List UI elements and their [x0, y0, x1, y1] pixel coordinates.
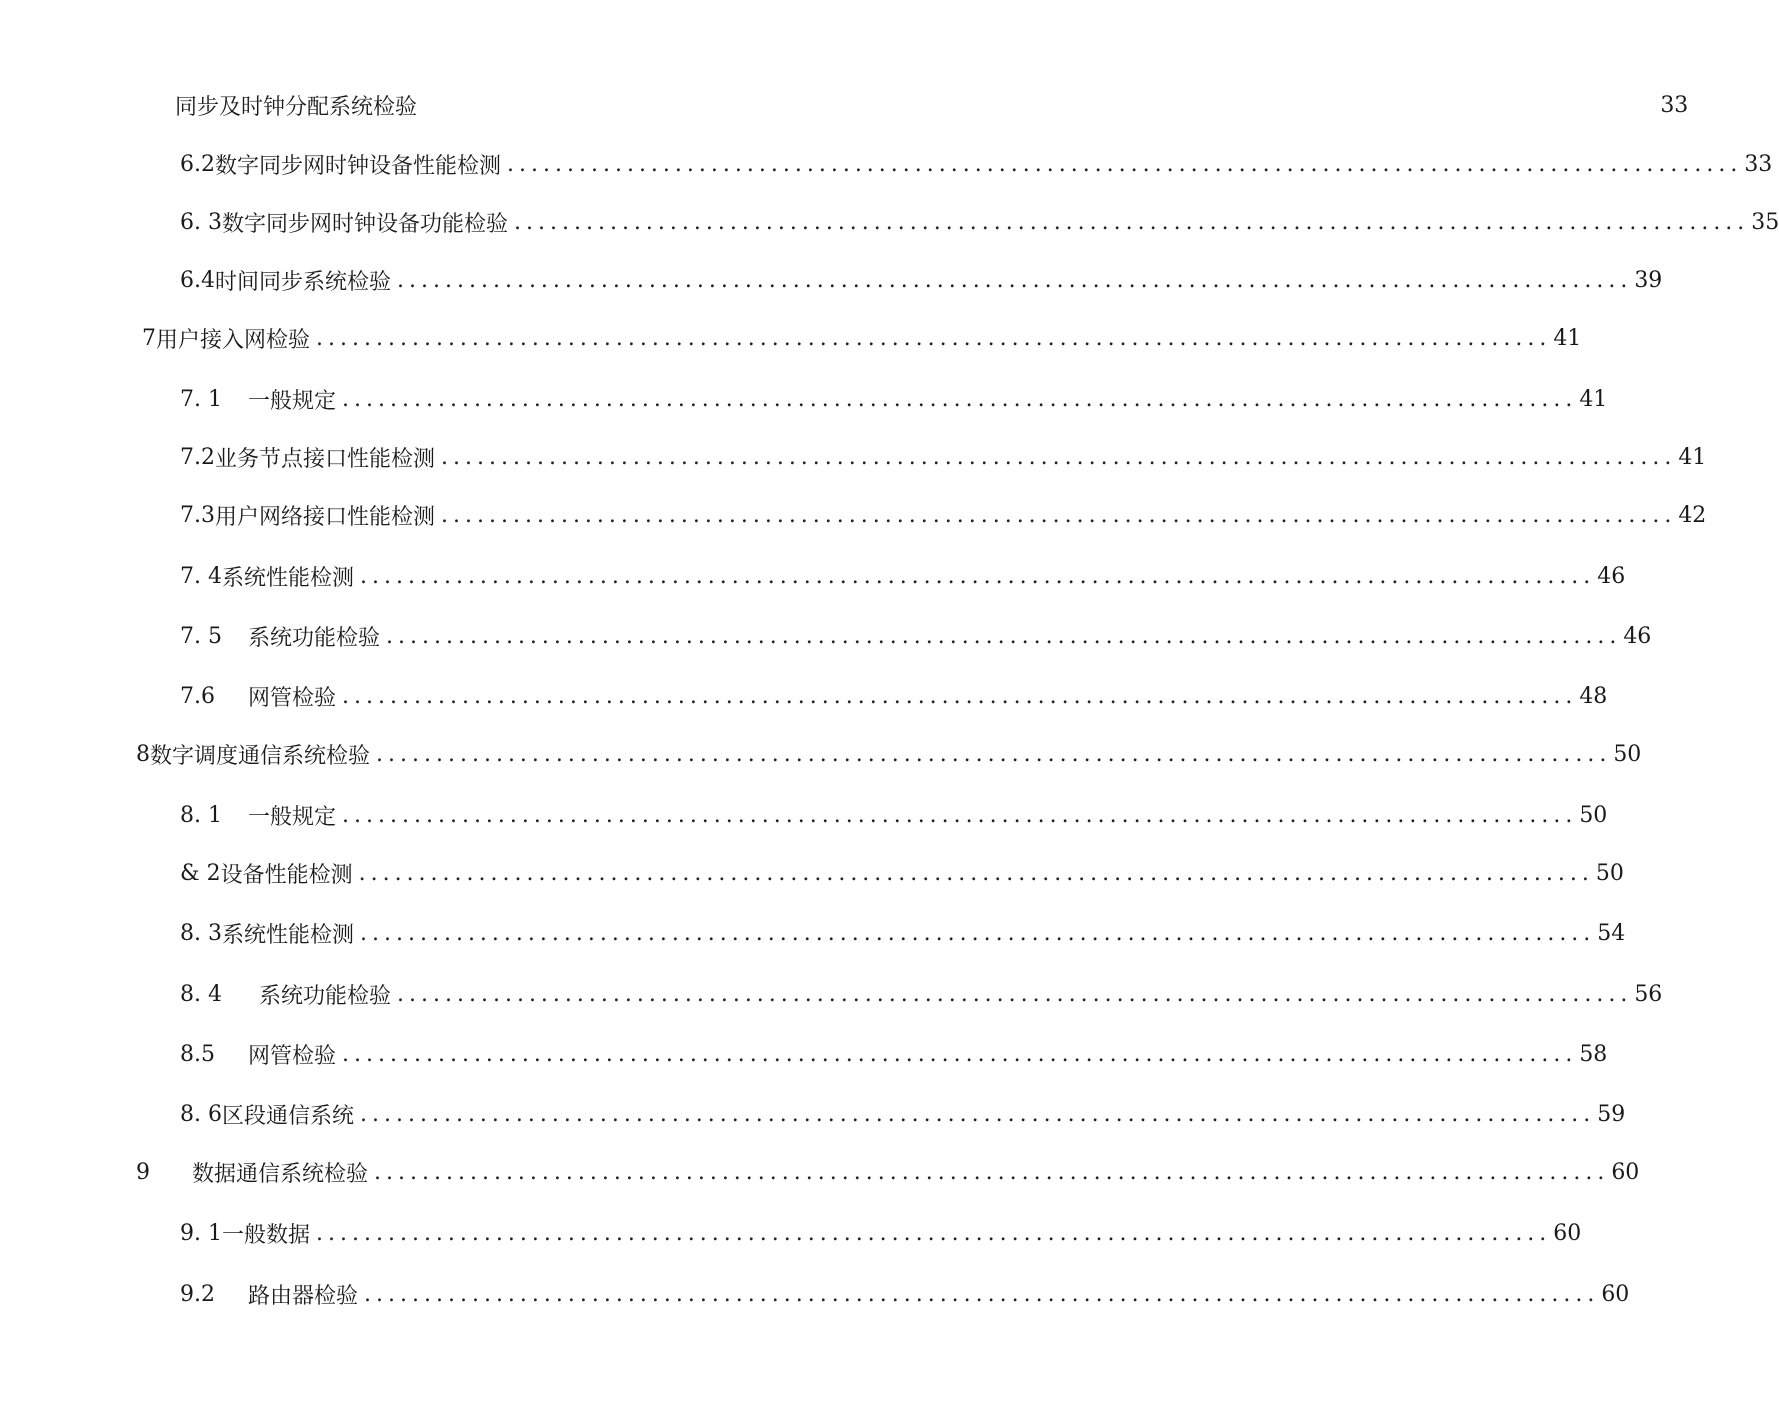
toc-entry-number: 9. 1 — [180, 1220, 222, 1246]
toc-entry-title: 一般数据 — [221, 1222, 310, 1248]
toc-leader-dots: ....................................................................................................... — [441, 502, 1677, 528]
toc-entry-page: 33 — [1660, 92, 1689, 118]
toc-entry[interactable] — [180, 977, 1663, 1011]
toc-entry[interactable] — [136, 1155, 1640, 1189]
toc-leader-dots: ....................................................................................................... — [342, 1041, 1578, 1067]
toc-entry-title: 设备性能检测 — [220, 862, 353, 888]
toc-entry[interactable] — [142, 321, 1582, 355]
toc-entry-number: 8 — [136, 741, 150, 767]
toc-entry[interactable] — [180, 205, 1779, 239]
toc-entry-number: 8.5 — [180, 1041, 215, 1067]
toc-entry-title: 同步及时钟分配系统检验 — [175, 94, 418, 120]
toc-entry[interactable] — [180, 147, 1773, 181]
toc-leader-dots: ....................................................................................................... — [397, 267, 1633, 293]
toc-entry[interactable] — [180, 1097, 1626, 1131]
toc-entry-number: 8. 3 — [180, 920, 222, 946]
toc-entry-title: 时间同步系统检验 — [215, 269, 392, 295]
toc-entry-number: 8. 6 — [180, 1101, 222, 1127]
toc-leader-dots: ....................................................................................................... — [374, 1159, 1610, 1185]
toc-entry-page: 50 — [1595, 860, 1624, 886]
toc-entry-page: 41 — [1553, 325, 1582, 351]
toc-entry[interactable] — [175, 88, 1689, 122]
toc-entry-number: 6.2 — [180, 151, 215, 177]
toc-entry-number: 7. 5 — [180, 623, 222, 649]
toc-entry[interactable] — [180, 1277, 1630, 1311]
toc-entry-number: 6. 3 — [180, 209, 222, 235]
toc-entry[interactable] — [136, 737, 1642, 771]
toc-leader-dots: ....................................................................................................... — [342, 683, 1578, 709]
toc-entry[interactable] — [180, 798, 1608, 832]
toc-entry-title: 系统功能检验 — [248, 625, 381, 651]
toc-entry-title: 路由器检验 — [248, 1283, 359, 1309]
toc-entry-title: 数字同步网时钟设备功能检验 — [221, 211, 508, 237]
toc-leader-dots: ....................................................................................................... — [360, 563, 1596, 589]
toc-entry-page: 46 — [1597, 563, 1626, 589]
toc-entry-page: 41 — [1678, 444, 1707, 470]
toc-entry-page: 48 — [1579, 683, 1608, 709]
toc-leader-dots: ....................................................................................................... — [360, 920, 1596, 946]
toc-leader-dots: ....................................................................................................... — [514, 209, 1750, 235]
toc-entry-page: 35 — [1751, 209, 1779, 235]
toc-entry[interactable] — [180, 440, 1707, 474]
toc-entry-page: 60 — [1601, 1281, 1630, 1307]
toc-entry-page: 33 — [1744, 151, 1773, 177]
toc-entry-number: 6.4 — [180, 267, 215, 293]
toc-entry-title: 系统性能检测 — [221, 922, 354, 948]
toc-entry-page: 50 — [1613, 741, 1642, 767]
toc-entry-number: 7. 1 — [180, 386, 222, 412]
toc-entry-page: 56 — [1634, 981, 1663, 1007]
toc-entry-number: 7. 4 — [180, 563, 222, 589]
toc-leader-dots: ....................................................................................................... — [441, 444, 1677, 470]
toc-entry-title: 系统性能检测 — [221, 565, 354, 591]
toc-entry-title: 区段通信系统 — [221, 1103, 354, 1129]
toc-entry[interactable] — [180, 619, 1652, 653]
toc-leader-dots: ....................................................................................................... — [360, 1101, 1596, 1127]
toc-entry-page: 60 — [1611, 1159, 1640, 1185]
toc-entry-number: 7.2 — [180, 444, 215, 470]
toc-entry-title: 用户网络接口性能检测 — [215, 504, 436, 530]
toc-entry[interactable] — [180, 1037, 1608, 1071]
toc-entry-page: 54 — [1597, 920, 1626, 946]
toc-entry-page: 46 — [1623, 623, 1652, 649]
toc-entry-title: 一般规定 — [248, 804, 337, 830]
toc-entry[interactable] — [180, 382, 1608, 416]
toc-entry-title: 数字同步网时钟设备性能检测 — [215, 153, 502, 179]
toc-entry-number: 9.2 — [180, 1281, 215, 1307]
toc-leader-dots: ....................................................................................................... — [364, 1281, 1600, 1307]
toc-entry-page: 60 — [1553, 1220, 1582, 1246]
toc-leader-dots: ....................................................................................................... — [386, 623, 1622, 649]
toc-entry-title: 网管检验 — [248, 1043, 337, 1069]
toc-entry-number: 7.6 — [180, 683, 215, 709]
toc-entry-title: 系统功能检验 — [259, 983, 392, 1009]
toc-entry[interactable] — [180, 856, 1624, 890]
toc-entry[interactable] — [180, 559, 1626, 593]
toc-entry[interactable] — [180, 916, 1626, 950]
toc-entry-number: & 2 — [180, 860, 221, 886]
toc-entry-number: 8. 4 — [180, 981, 222, 1007]
toc-entry-number: 8. 1 — [180, 802, 222, 828]
toc-entry-page: 39 — [1634, 267, 1663, 293]
toc-leader-dots: ....................................................................................................... — [316, 1220, 1552, 1246]
toc-leader-dots: ....................................................................................................... — [507, 151, 1743, 177]
toc-leader-dots: ....................................................................................................... — [358, 860, 1594, 886]
toc-leader-dots: ....................................................................................................... — [342, 386, 1578, 412]
toc-entry-page: 50 — [1579, 802, 1608, 828]
toc-entry-title: 一般规定 — [248, 388, 337, 414]
toc-entry[interactable] — [180, 263, 1663, 297]
toc-leader-dots: ....................................................................................................... — [316, 325, 1552, 351]
toc-entry-title: 数字调度通信系统检验 — [150, 743, 371, 769]
toc-entry-page: 58 — [1579, 1041, 1608, 1067]
toc-entry[interactable] — [180, 498, 1707, 532]
toc-leader-dots: ....................................................................................................... — [342, 802, 1578, 828]
toc-entry-page: 59 — [1597, 1101, 1626, 1127]
toc-entry-title: 用户接入网检验 — [156, 327, 311, 353]
toc-entry[interactable] — [180, 679, 1608, 713]
toc-entry-page: 41 — [1579, 386, 1608, 412]
toc-leader-dots: ....................................................................................................... — [397, 981, 1633, 1007]
toc-entry-page: 42 — [1678, 502, 1707, 528]
toc-entry-number: 9 — [136, 1159, 150, 1185]
toc-entry-title: 业务节点接口性能检测 — [215, 446, 436, 472]
toc-entry-number: 7 — [142, 325, 156, 351]
toc-leader-dots: ....................................................................................................... — [376, 741, 1612, 767]
toc-entry-title: 数据通信系统检验 — [192, 1161, 369, 1187]
toc-entry-title: 网管检验 — [248, 685, 337, 711]
toc-entry[interactable] — [180, 1216, 1582, 1250]
toc-entry-number: 7.3 — [180, 502, 215, 528]
